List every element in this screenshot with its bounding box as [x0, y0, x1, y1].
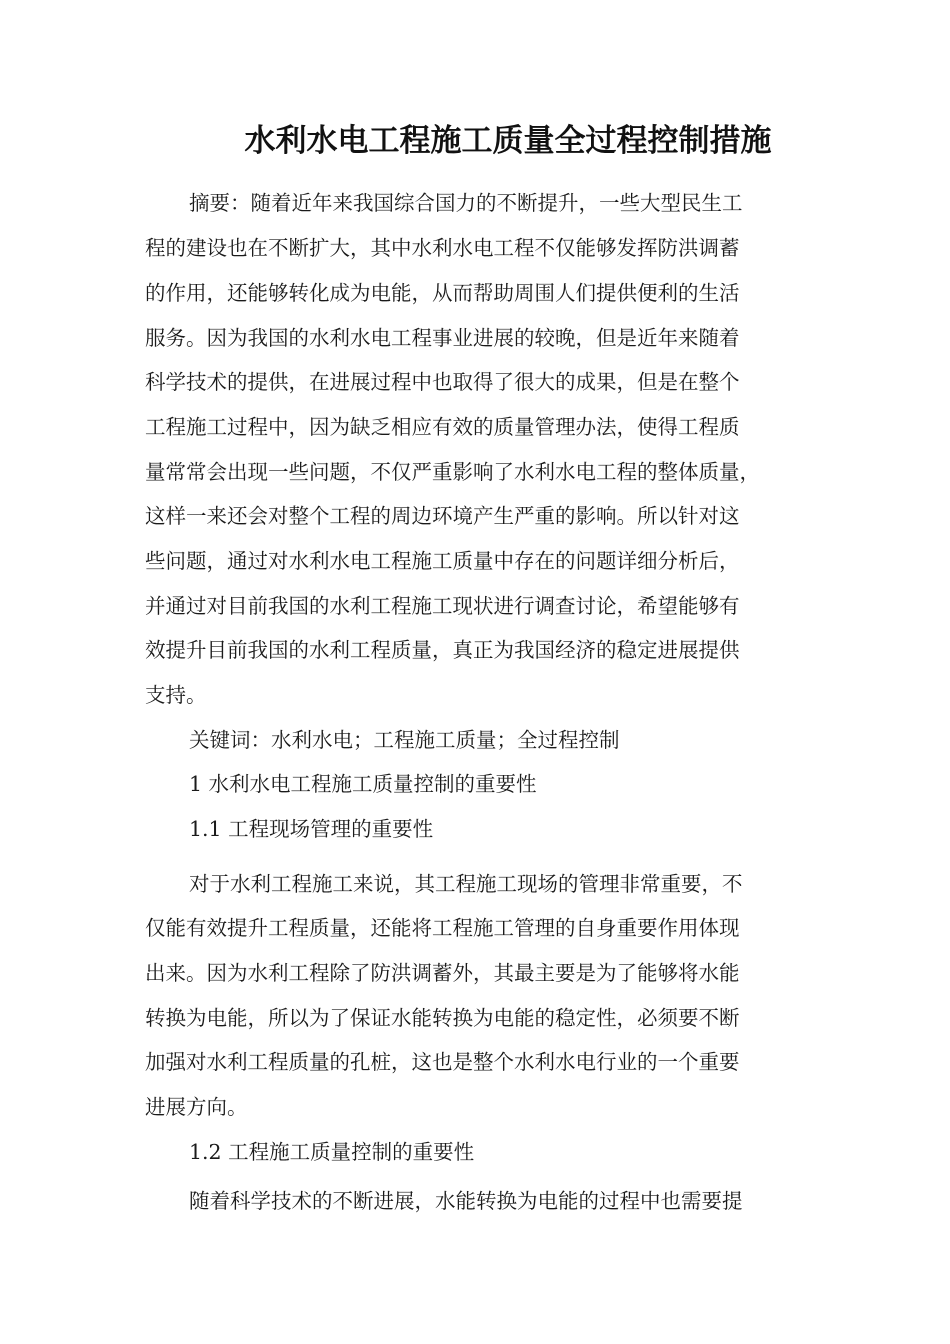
paragraph-line: 仅能有效提升工程质量，还能将工程施工管理的自身重要作用体现 [145, 916, 740, 940]
abstract-line: 这样一来还会对整个工程的周边环境产生严重的影响。所以针对这 [145, 504, 740, 528]
abstract-line: 的作用，还能够转化成为电能，从而帮助周围人们提供便利的生活 [145, 281, 740, 305]
paragraph-line: 对于水利工程施工来说，其工程施工现场的管理非常重要，不 [189, 872, 743, 896]
abstract-line: 摘要：随着近年来我国综合国力的不断提升，一些大型民生工 [189, 191, 743, 215]
abstract-line: 并通过对目前我国的水利工程施工现状进行调查讨论，希望能够有 [145, 594, 740, 618]
abstract-line: 效提升目前我国的水利工程质量，真正为我国经济的稳定进展提供 [145, 638, 740, 662]
abstract-line: 支持。 [145, 683, 207, 707]
abstract-line: 程的建设也在不断扩大，其中水利水电工程不仅能够发挥防洪调蓄 [145, 236, 740, 260]
paragraph-line: 随着科学技术的不断进展，水能转换为电能的过程中也需要提 [189, 1189, 743, 1213]
document-title: 水利水电工程施工质量全过程控制措施 [244, 123, 772, 159]
abstract-line: 些问题，通过对水利水电工程施工质量中存在的问题详细分析后， [145, 549, 740, 573]
abstract-line: 量常常会出现一些问题，不仅严重影响了水利水电工程的整体质量， [145, 460, 760, 484]
subsection-heading-1-1: 1.1 工程现场管理的重要性 [189, 817, 434, 841]
paragraph-line: 进展方向。 [145, 1095, 248, 1119]
abstract-line: 工程施工过程中，因为缺乏相应有效的质量管理办法，使得工程质 [145, 415, 740, 439]
keywords-line: 关键词：水利水电；工程施工质量；全过程控制 [189, 728, 620, 752]
abstract-line: 服务。因为我国的水利水电工程事业进展的较晚，但是近年来随着 [145, 326, 740, 350]
abstract-line: 科学技术的提供，在进展过程中也取得了很大的成果，但是在整个 [145, 370, 740, 394]
paragraph-line: 出来。因为水利工程除了防洪调蓄外，其最主要是为了能够将水能 [145, 961, 740, 985]
paragraph-line: 加强对水利工程质量的孔桩，这也是整个水利水电行业的一个重要 [145, 1050, 740, 1074]
subsection-heading-1-2: 1.2 工程施工质量控制的重要性 [189, 1140, 475, 1164]
section-heading-1: 1 水利水电工程施工质量控制的重要性 [189, 772, 537, 796]
paragraph-line: 转换为电能，所以为了保证水能转换为电能的稳定性，必须要不断 [145, 1006, 740, 1030]
